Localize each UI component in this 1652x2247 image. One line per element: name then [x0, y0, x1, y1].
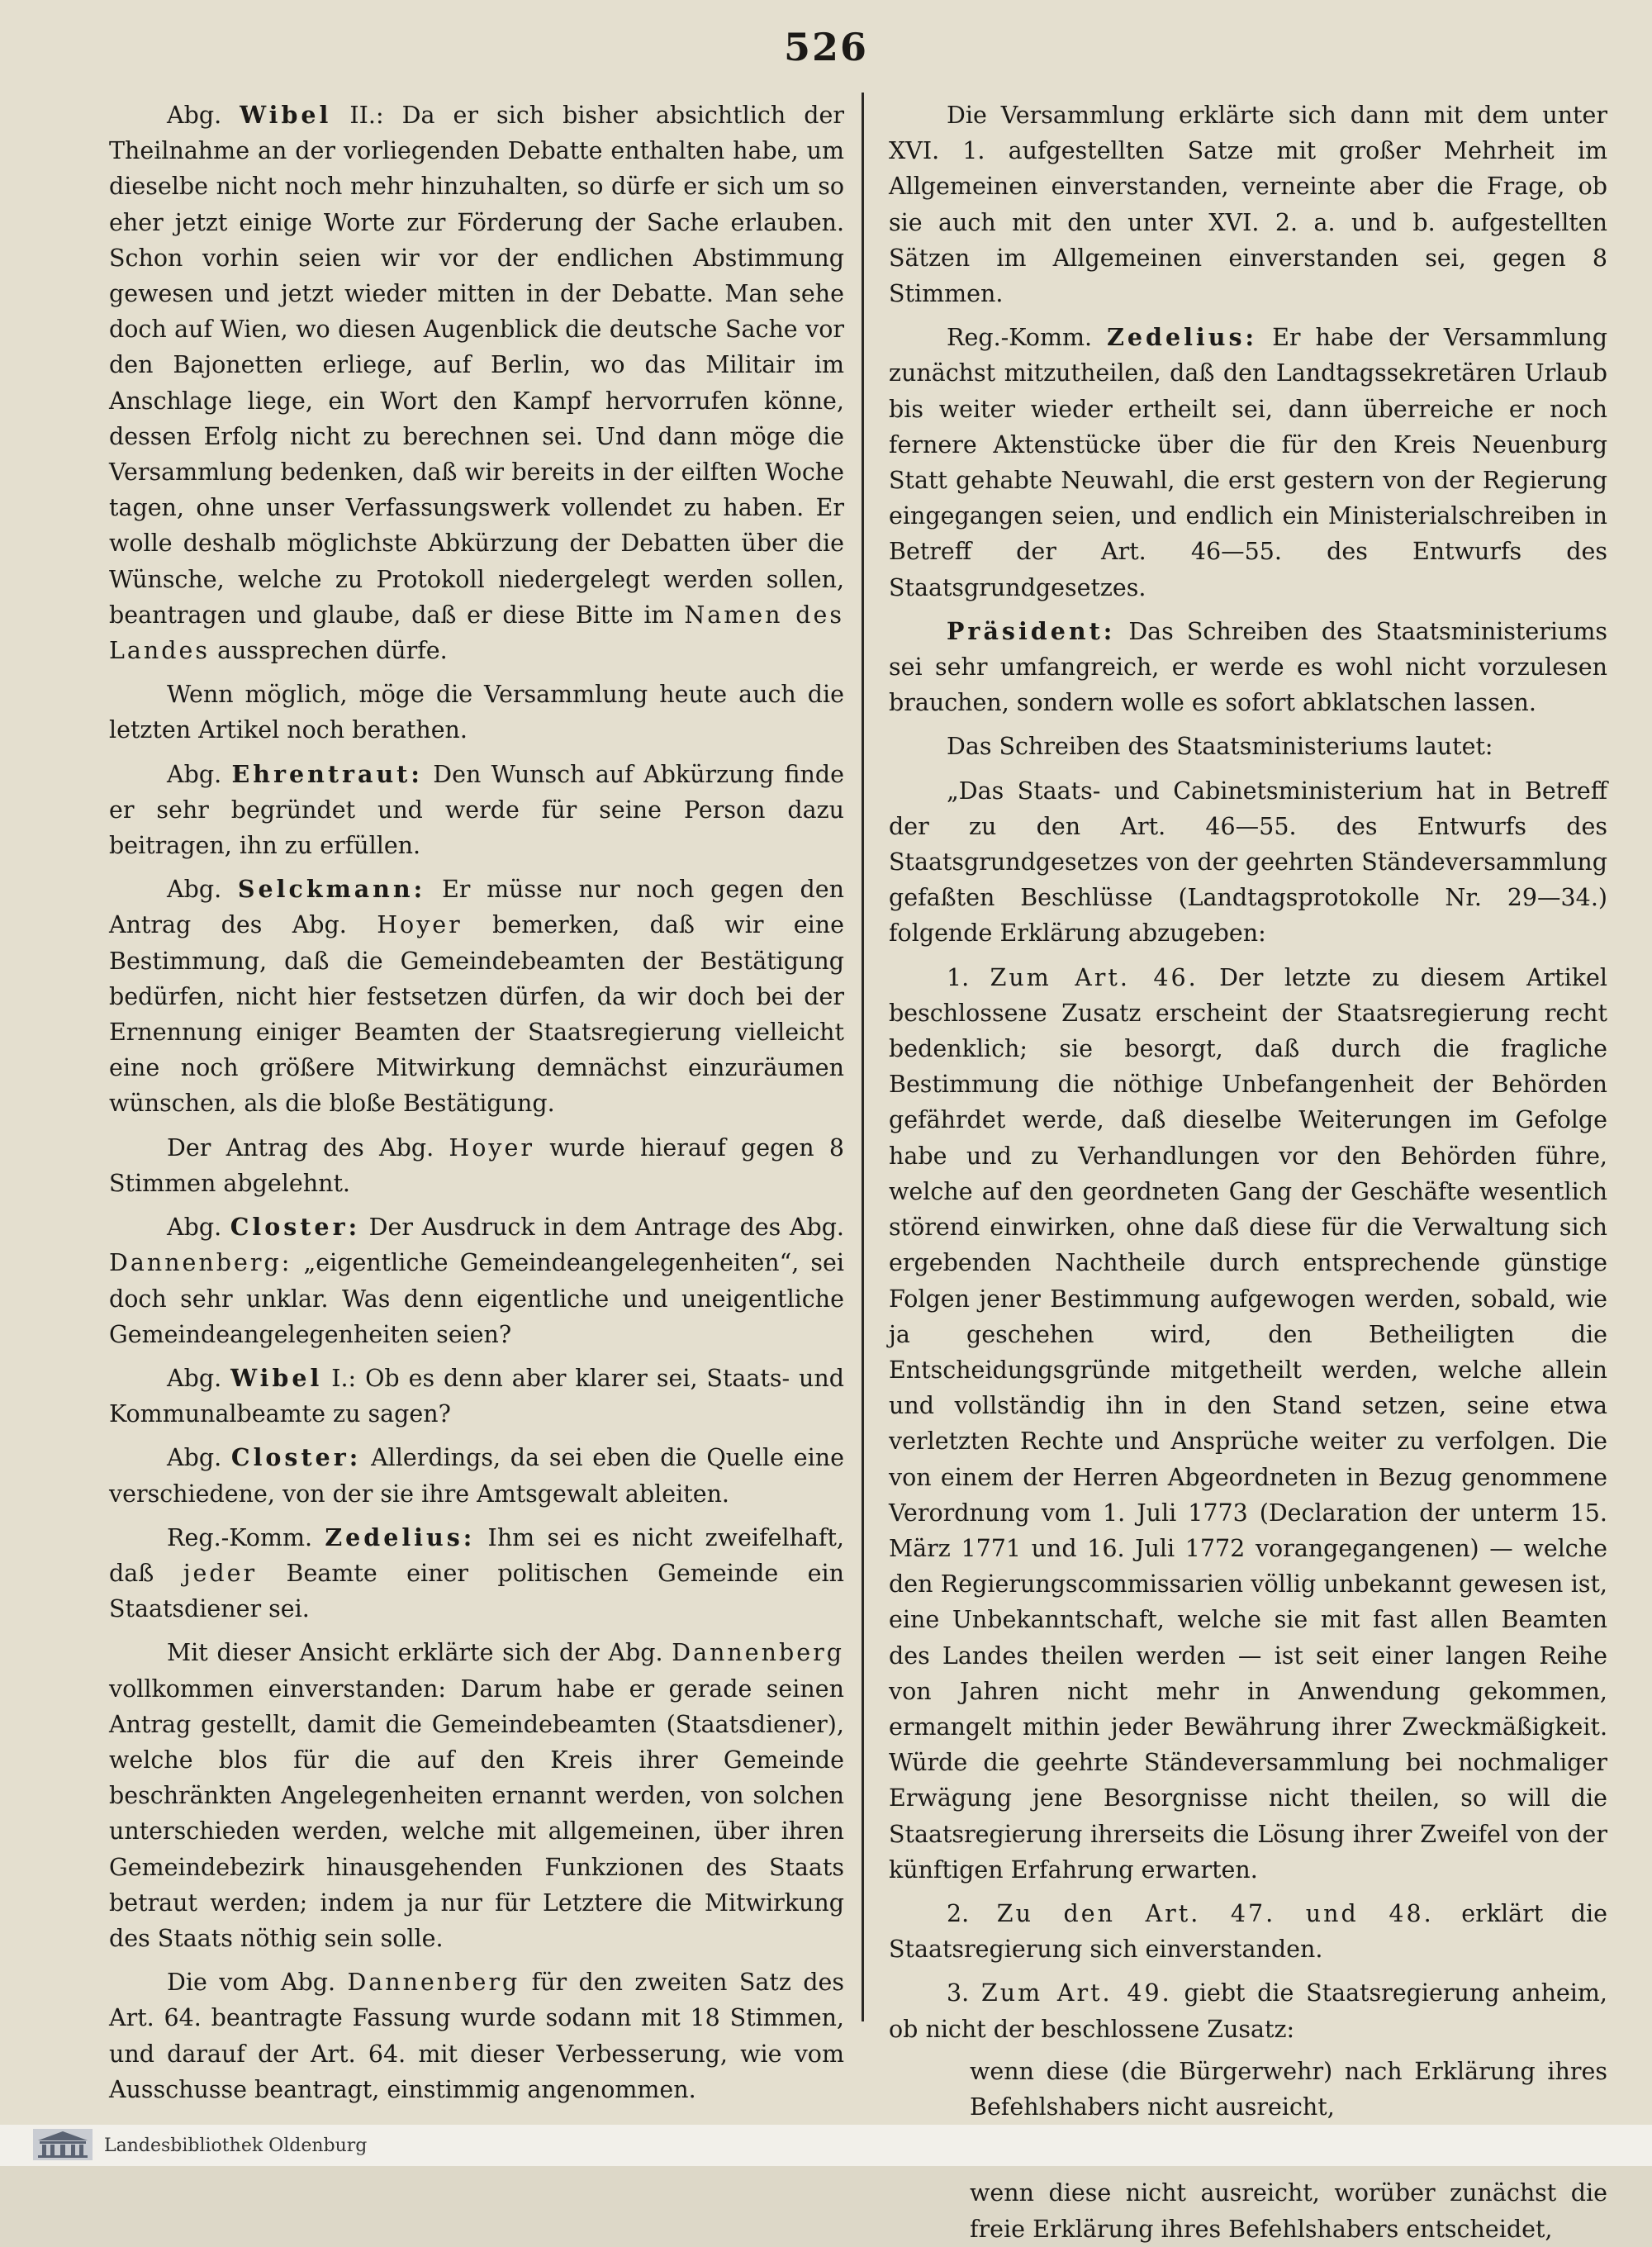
paragraph [109, 1130, 844, 1201]
text-run: Abg. [167, 1364, 231, 1392]
right-column [889, 97, 1607, 2247]
speaker-name: Ehrentraut: [231, 759, 423, 788]
paragraph [889, 97, 1607, 311]
speaker-name: Closter: [230, 1443, 362, 1472]
text-run: Abg. [167, 760, 232, 788]
text-run: II.: Da er sich bisher absichtlich der Theilnahme an der vorliegenden Debatte enthalten habe, um dieselbe nicht noch mehr hinzuhalten, so dürfe er sich um so eher jetzt einige Worte zur Förderung der Sache erlauben. Schon vorhin seien wir vor der endlichen Abstimmung gewesen und jetzt wieder mitten in der Debatte. Man sehe doch auf Wien, wo diesen Augenblick die deutsche Sache vor den Bajonetten erliege, auf Berlin, wo das Militair im Anschlage liege, ein Wort den Kampf hervorrufen könne, dessen Erfolg nicht zu berechnen sei. Und dann möge die Versammlung bedenken, daß wir bereits in der eilften Woche tagen, ohne unser Verfassungswerk vollendet zu haben. Er wolle deshalb möglichste Abkürzung der Debatten über die Wünsche, welche zu Protokoll niedergelegt werden sollen, beantragen und glaube, daß er diese Bitte im [109, 102, 844, 629]
text-run: für den zweiten Satz des Art. 64. beantragte Fassung wurde sodann mit 18 Stimmen, und darauf der Art. 64. mit dieser Verbesserung, wie vom Ausschusse beantragt, einstimmig angenommen. [109, 1969, 844, 2103]
emphasis: Hoyer [377, 911, 463, 939]
paragraph [109, 97, 844, 668]
speaker-name: Wibel [230, 1363, 323, 1392]
text-run: Die Versammlung erklärte sich dann mit dem unter XVI. 1. aufgestellten Satze mit großer Mehrheit im Allgemeinen einverstanden, verneinte aber die Frage, ob sie auch mit den unter XVI. 2. a. und b. aufgestellten Sätzen im Allgemeinen einverstanden sei, gegen 8 Stimmen. [889, 102, 1607, 308]
text-run: aussprechen dürfe. [210, 637, 448, 665]
paragraph [109, 1964, 844, 2107]
text-run: Abg. [167, 102, 240, 129]
text-run: Beamte einer politischen Gemeinde ein Staatsdiener sei. [109, 1559, 844, 1623]
paragraph [109, 1440, 844, 1511]
text-run: Das Schreiben des Staatsministeriums sei sehr umfangreich, er werde es wohl nicht vorzulesen brauchen, sondern wolle es sofort abklatschen lassen. [889, 617, 1607, 717]
text-run: Der letzte zu diesem Artikel beschlossene Zusatz erscheint der Staatsregierung recht bedenklich; sie besorgt, daß durch die fragliche Bestimmung die nöthige Unbefangenheit der Behörden gefährdet werde, daß dieselbe Weiterungen im Gefolge habe und zu Verhandlungen vor den Behörden führe, welche auf den geordneten Gang der Geschäfte wesentlich störend einwirken, ohne daß diese für die Verwaltung sich ergebenden Nachtheile durch entsprechende günstige Folgen jener Bestimmung aufgewogen werden, sobald, wie ja geschehen wird, den Betheiligten die Entscheidungsgründe mitgetheilt werden, welche allein und vollständig ihn in den Stand setzen, seine etwa verletzten Rechte und Ansprüche weiter zu verfolgen. Die von einem der Herren Abgeordneten in Bezug genommene Verordnung vom 1. Juli 1773 (Declaration der unterm 15. März 1771 und 16. Juli 1772 vorangegangenen) — welche den Regierungscommissarien völlig unbekannt gewesen ist, eine Unbekanntschaft, welche sie mit fast allen Beamten des Landes theilen werden — ist seit einer langen Reihe von Jahren nicht mehr in Anwendung gekommen, ermangelt mithin jeder Bewährung ihrer Zweckmäßigkeit. Würde die geehrte Ständeversammlung bei nochmaliger Erwägung jene Besorgnisse nicht theilen, so will die Staatsregierung ihrerseits die Lösung ihrer Zweifel von der künftigen Erfahrung erwarten. [889, 963, 1607, 1884]
paragraph [889, 773, 1607, 952]
emphasis: Hoyer [449, 1133, 534, 1162]
paragraph [889, 729, 1607, 764]
library-building-logo [33, 2129, 93, 2160]
paragraph [889, 320, 1607, 606]
text-run: Ihm sei es nicht zweifelhaft, daß [109, 1523, 844, 1587]
column-divider [862, 93, 864, 2021]
text-run: Abg. [167, 1444, 231, 1472]
paragraph [109, 757, 844, 864]
text-run: Den Wunsch auf Abkürzung finde er sehr begründet und werde für seine Person dazu beitragen, ihn zu erfüllen. [109, 760, 844, 860]
text-run: bemerken, daß wir eine Bestimmung, daß die Gemeindebeamten der Bestätigung bedürfen, nicht hier festsetzen dürfen, da wir doch bei der Ernennung einiger Beamten der Staatsregierung vielleicht eine noch größere Mitwirkung demnächst einzuräumen wünschen, als die bloße Bestätigung. [109, 911, 844, 1118]
text-run: Die vom Abg. [167, 1969, 348, 1997]
paragraph [889, 1975, 1607, 2046]
paragraph [109, 1361, 844, 1432]
speaker-name: Wibel [240, 101, 332, 129]
paragraph [109, 1209, 844, 1352]
text-run: Abg. [167, 1214, 230, 1242]
text-run: Der Ausdruck in dem Antrage des Abg. [360, 1214, 844, 1242]
paragraph [889, 1896, 1607, 1967]
emphasis: jeder [183, 1559, 258, 1587]
text-run: erklärt die Staatsregierung sich einverstanden. [889, 1899, 1607, 1964]
text-run: Abg. [167, 876, 238, 904]
paragraph [889, 2175, 1607, 2246]
paragraph [889, 614, 1607, 721]
text-run: wurde hierauf gegen 8 Stimmen abgelehnt. [109, 1133, 844, 1197]
paragraph [889, 2054, 1607, 2125]
text-run: „Das Staats- und Cabinetsministerium hat in Betreff der zu den Art. 46—55. des Entwurfs des Staatsgrundgesetzes von der geehrten Ständeversammlung gefaßten Beschlüsse (Landtagsprotokolle Nr. 29—34.) folgende Erklärung abzugeben: [889, 777, 1607, 948]
text-run: Er müsse nur noch gegen den Antrag des Abg. [109, 876, 844, 939]
emphasis: Zum Art. 46. [990, 963, 1199, 991]
text-run: Das Schreiben des Staatsministeriums lautet: [947, 733, 1493, 761]
text-run: Mit dieser Ansicht erklärte sich der Abg. [167, 1639, 672, 1667]
paragraph [109, 1635, 844, 1956]
speaker-name: Zedelius: [325, 1523, 476, 1551]
paragraph [109, 677, 844, 748]
text-run: giebt die Staatsregierung anheim, ob nicht der beschlossene Zusatz: [889, 1979, 1607, 2043]
text-run: Reg.-Komm. [947, 324, 1108, 352]
text-run: Der Antrag des Abg. [167, 1133, 449, 1162]
speaker-name: Zedelius: [1107, 323, 1258, 352]
text-run: Reg.-Komm. [167, 1523, 325, 1551]
text-run: vollkommen einverstanden: Darum habe er gerade seinen Antrag gestellt, damit die Gemeindebeamten (Staatsdiener), welche blos für die auf den Kreis ihrer Gemeinde beschränkten Angelegenheiten ernannt werden, von solchen unterschieden werden, welche mit allgemeinen, über ihren Gemeindebezirk hinausgehenden Funkzionen des Staats betraut werden; indem ja nur für Letztere die Mitwirkung des Staats nöthig sein solle. [109, 1675, 844, 1952]
paragraph [109, 1520, 844, 1627]
text-run: „eigentliche Gemeindeangelegenheiten“, sei doch sehr unklar. Was denn eigentliche und uneigentliche Gemeindeangelegenheiten seien? [109, 1249, 844, 1348]
text-run: Allerdings, da sei eben die Quelle eine verschiedene, von der sie ihre Amtsgewalt ableiten. [109, 1444, 844, 1508]
emphasis: Dannenberg: [109, 1249, 292, 1277]
speaker-name: Closter: [230, 1213, 361, 1242]
emphasis: Dannenberg [347, 1969, 520, 1997]
left-column [109, 97, 844, 2107]
paragraph [109, 872, 844, 1121]
speaker-name: Selckmann: [237, 875, 426, 904]
text-run: 2. [947, 1899, 997, 1927]
text-run: Er habe der Versammlung zunächst mitzutheilen, daß den Landtagssekretären Urlaub bis weiter wieder ertheilt sei, dann überreiche er noch fernere Aktenstücke über die für den Kreis Neuenburg Statt gehabte Neuwahl, die erst gestern von der Regierung eingegangen seien, und endlich ein Ministerialschreiben in Betreff der Art. 46—55. des Entwurfs des Staatsgrundgesetzes. [889, 324, 1607, 601]
paragraph [889, 960, 1607, 1888]
text-run: 1. [947, 963, 990, 991]
speaker-name: Präsident: [947, 616, 1116, 645]
emphasis: Zum Art. 49. [980, 1979, 1172, 2007]
emphasis: Dannenberg [672, 1639, 844, 1667]
text-run: 3. [947, 1979, 981, 2007]
emphasis: Zu den Art. 47. und 48. [996, 1899, 1434, 1927]
text-run: Wenn möglich, möge die Versammlung heute auch die letzten Artikel noch berathen. [109, 681, 844, 744]
library-name: Landesbibliothek Oldenburg [104, 2135, 368, 2156]
emphasis: Namen des Landes [109, 601, 844, 665]
page-number: 526 [783, 25, 869, 69]
text-run: wenn diese (die Bürgerwehr) nach Erklärung ihres Befehlshabers nicht ausreicht, [970, 2057, 1607, 2121]
text-run: wenn diese nicht ausreicht, worüber zunächst die freie Erklärung ihres Befehlshabers entscheidet, [970, 2179, 1607, 2243]
text-run: I.: Ob es denn aber klarer sei, Staats- und Kommunalbeamte zu sagen? [109, 1364, 844, 1428]
